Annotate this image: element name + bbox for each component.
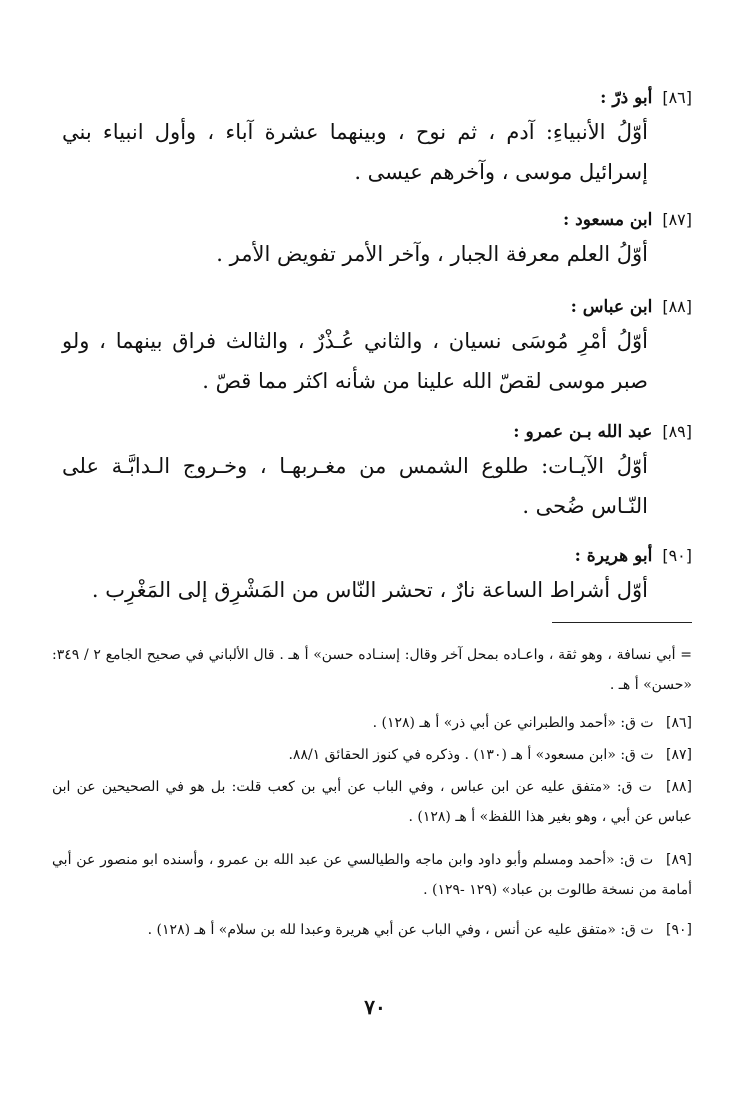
footnote-88 [52, 772, 692, 832]
footnote-number: [٨٦] [666, 715, 692, 731]
entry-heading [62, 546, 692, 566]
entry-90 [62, 546, 692, 610]
footnote-text: ت ق: «متفق عليه عن ابن عباس ، وفي الباب عن أبي بن كعب قلت: بل هو في الصحيحين عن ابن عباس عن أبي ، وهو بغير هذا اللفظ» أ هـ (١٢٨) . [52, 779, 692, 825]
footnote-86 [52, 708, 692, 738]
entry-86 [62, 88, 692, 192]
entry-text: أوّلُ الأنبياءِ: آدم ، ثم نوح ، وبينهما عشرة آباء ، وأول انبياء بني إسرائيل موسى ، وآخرهم عيسى . [62, 120, 648, 184]
entry-88 [62, 297, 692, 401]
footnote-90 [52, 915, 692, 945]
entry-heading [62, 422, 692, 442]
footnote-number: [٨٩] [666, 852, 692, 868]
entry-narrator: أبو ذرّ : [600, 88, 653, 108]
footnote-continuation: = أبي نسافة ، وهو ثقة ، واعـاده بمحل آخر وقال: إسنـاده حسن» أ هـ . قال الألباني في صحيح الجامع ٢ / ٣٤٩: «حسن» أ هـ . [52, 647, 692, 693]
entry-text: أوّلُ الآيـات: طلوع الشمس من مغـربهـا ، وخـروج الـدابَّـة على النّـاس ضُحى . [62, 454, 648, 518]
entry-narrator: أبو هريرة : [574, 546, 653, 566]
entry-heading [62, 210, 692, 230]
entry-narrator: ابن عباس : [570, 297, 653, 317]
footnote-number: [٨٨] [666, 779, 692, 795]
entry-text: أوّلُ أمْرِ مُوسَى نسيان ، والثاني عُـذْرٌ ، والثالث فراق بينهما ، ولو صبر موسى لقصّ الله علينا من شأنه اكثر مما قصّ . [62, 329, 648, 393]
entry-narrator: ابن مسعود : [562, 210, 653, 230]
entry-number: [٨٧] [662, 210, 692, 229]
entry-text: أوّل أشراط الساعة نارٌ ، تحشر النّاس من المَشْرِق إلى المَغْرِب . [91, 578, 648, 602]
footnote-87 [52, 740, 692, 770]
footnote-89 [52, 845, 692, 905]
entry-89 [62, 422, 692, 526]
entry-number: [٨٩] [662, 422, 692, 441]
entry-87 [62, 210, 692, 274]
footnote-number: [٩٠] [666, 922, 692, 938]
page-number: ٧٠ [364, 995, 386, 1019]
entry-narrator: عبد الله بـن عمرو : [513, 422, 653, 442]
footnote-number: [٨٧] [666, 747, 692, 763]
footnote-text: ت ق: «أحمد ومسلم وأبو داود وابن ماجه والطيالسي عن عبد الله بن عمرو ، وأسنده ابو منصور عن أبي أمامة من نسخة طالوت بن عباد» (١٢٩ -١٢٩) . [52, 852, 692, 898]
entry-text: أوّلُ العلم معرفة الجبار ، وآخر الأمر تفويض الأمر . [216, 242, 648, 266]
entry-heading [62, 88, 692, 108]
entry-heading [62, 297, 692, 317]
entry-number: [٨٨] [662, 297, 692, 316]
footnote-text: ت ق: «أحمد والطبراني عن أبي ذر» أ هـ (١٢٨) . [372, 715, 654, 731]
entry-number: [٨٦] [662, 88, 692, 107]
entry-number: [٩٠] [662, 546, 692, 565]
footnote-text: ت ق: «ابن مسعود» أ هـ (١٣٠) . وذكره في كنوز الحقائق ٨٨/١. [288, 747, 654, 763]
footnote-text: ت ق: «متفق عليه عن أنس ، وفي الباب عن أبي هريرة وعبدا لله بن سلام» أ هـ (١٢٨) . [147, 922, 654, 938]
footnote-separator [552, 622, 692, 623]
